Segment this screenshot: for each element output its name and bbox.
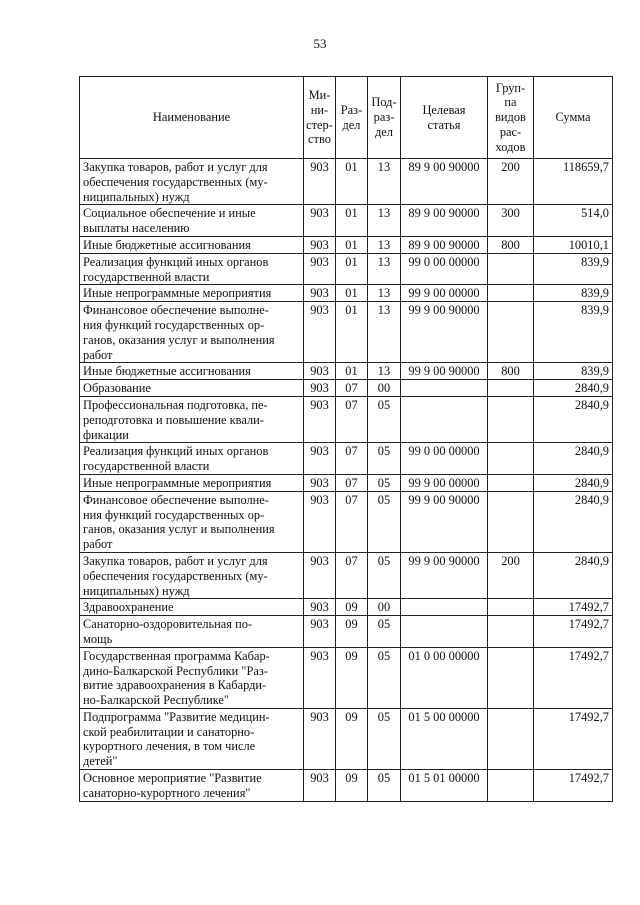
cell-group [488,708,534,769]
table-row [80,599,613,616]
cell-ministry: 903 [304,491,336,552]
cell-target: 89 9 00 90000 [401,236,488,253]
cell-ministry: 903 [304,363,336,380]
cell-name: Закупка товаров, работ и услуг для обеспечения государственных (му- ниципальных) нужд [80,159,304,205]
cell-subsection: 05 [368,616,401,648]
cell-section: 01 [336,159,368,205]
table-row [80,236,613,253]
cell-ministry: 903 [304,708,336,769]
table-row [80,253,613,285]
cell-target [401,396,488,442]
cell-subsection: 13 [368,205,401,237]
cell-target [401,599,488,616]
cell-ministry: 903 [304,236,336,253]
cell-subsection: 00 [368,380,401,397]
cell-name: Основное мероприятие "Развитие санаторно-курортного лечения" [80,770,304,802]
cell-sum: 17492,7 [534,647,613,708]
cell-target: 01 0 00 00000 [401,647,488,708]
header-name: Наименование [80,77,304,159]
header-section: Раз- дел [336,77,368,159]
cell-name: Санаторно-оздоровительная по- мощь [80,616,304,648]
cell-ministry: 903 [304,770,336,802]
cell-name: Иные непрограммные мероприятия [80,474,304,491]
cell-target: 99 9 00 90000 [401,552,488,598]
cell-sum: 839,9 [534,363,613,380]
cell-group [488,599,534,616]
cell-subsection: 13 [368,363,401,380]
cell-sum: 514,0 [534,205,613,237]
cell-subsection: 13 [368,159,401,205]
cell-target: 99 9 00 00000 [401,474,488,491]
table-row [80,159,613,205]
cell-name: Иные непрограммные мероприятия [80,285,304,302]
table-row [80,552,613,598]
page-number: 53 [313,36,327,51]
cell-ministry: 903 [304,599,336,616]
cell-name: Образование [80,380,304,397]
cell-name: Иные бюджетные ассигнования [80,236,304,253]
cell-group: 800 [488,236,534,253]
table-row [80,491,613,552]
cell-target: 89 9 00 90000 [401,205,488,237]
cell-target: 99 9 00 90000 [401,302,488,363]
cell-sum: 2840,9 [534,552,613,598]
cell-section: 07 [336,491,368,552]
header-ministry: Ми- ни- стер- ство [304,77,336,159]
cell-sum: 17492,7 [534,770,613,802]
cell-group [488,285,534,302]
cell-subsection: 05 [368,443,401,475]
cell-section: 01 [336,363,368,380]
cell-group: 200 [488,159,534,205]
cell-group [488,491,534,552]
cell-ministry: 903 [304,647,336,708]
cell-subsection: 05 [368,474,401,491]
cell-subsection: 05 [368,396,401,442]
cell-group [488,474,534,491]
cell-section: 07 [336,474,368,491]
cell-name: Финансовое обеспечение выполне- ния функций государственных ор- ганов, оказания услуг и выполнения работ [80,302,304,363]
header-row [80,77,613,159]
cell-subsection: 05 [368,708,401,769]
cell-section: 01 [336,205,368,237]
cell-group [488,302,534,363]
cell-sum: 118659,7 [534,159,613,205]
table-row [80,285,613,302]
cell-subsection: 05 [368,647,401,708]
cell-section: 09 [336,647,368,708]
header-group: Груп- па видов рас- ходов [488,77,534,159]
cell-group [488,647,534,708]
cell-subsection: 05 [368,491,401,552]
table-row [80,647,613,708]
cell-section: 07 [336,552,368,598]
table-row [80,616,613,648]
cell-ministry: 903 [304,205,336,237]
budget-table [79,76,613,802]
cell-name: Здравоохранение [80,599,304,616]
cell-subsection: 13 [368,285,401,302]
cell-ministry: 903 [304,380,336,397]
cell-group [488,770,534,802]
cell-target: 99 0 00 00000 [401,443,488,475]
cell-sum: 10010,1 [534,236,613,253]
cell-ministry: 903 [304,474,336,491]
cell-name: Реализация функций иных органов государственной власти [80,443,304,475]
cell-sum: 2840,9 [534,474,613,491]
cell-ministry: 903 [304,443,336,475]
table-row [80,363,613,380]
cell-group [488,380,534,397]
cell-section: 07 [336,380,368,397]
cell-sum: 2840,9 [534,380,613,397]
cell-ministry: 903 [304,285,336,302]
cell-subsection: 13 [368,302,401,363]
cell-subsection: 13 [368,253,401,285]
cell-section: 09 [336,708,368,769]
cell-subsection: 13 [368,236,401,253]
cell-sum: 839,9 [534,253,613,285]
header-subsection: Под- раз- дел [368,77,401,159]
cell-sum: 17492,7 [534,616,613,648]
cell-target: 01 5 00 00000 [401,708,488,769]
cell-name: Социальное обеспечение и иные выплаты населению [80,205,304,237]
cell-name: Реализация функций иных органов государственной власти [80,253,304,285]
cell-ministry: 903 [304,302,336,363]
cell-subsection: 00 [368,599,401,616]
header-sum: Сумма [534,77,613,159]
table-body [80,159,613,802]
cell-group [488,253,534,285]
cell-section: 09 [336,616,368,648]
cell-section: 01 [336,236,368,253]
cell-sum: 839,9 [534,285,613,302]
cell-sum: 17492,7 [534,599,613,616]
cell-sum: 2840,9 [534,491,613,552]
cell-sum: 2840,9 [534,396,613,442]
cell-target: 99 9 00 90000 [401,491,488,552]
cell-group [488,396,534,442]
cell-subsection: 05 [368,770,401,802]
cell-name: Иные бюджетные ассигнования [80,363,304,380]
cell-group: 300 [488,205,534,237]
cell-sum: 2840,9 [534,443,613,475]
cell-section: 07 [336,396,368,442]
cell-target [401,380,488,397]
cell-target: 99 9 00 00000 [401,285,488,302]
cell-group: 200 [488,552,534,598]
cell-name: Подпрограмма "Развитие медицин- ской реабилитации и санаторно- курортного лечения, в том числе детей" [80,708,304,769]
cell-section: 01 [336,302,368,363]
header-target: Целевая статья [401,77,488,159]
table-row [80,302,613,363]
cell-section: 09 [336,599,368,616]
cell-name: Государственная программа Кабар- дино-Балкарской Республики "Раз- витие здравоохранения в Кабарди- но-Балкарской Республике" [80,647,304,708]
cell-ministry: 903 [304,552,336,598]
cell-target: 01 5 01 00000 [401,770,488,802]
table-row [80,770,613,802]
table-row [80,443,613,475]
cell-group [488,616,534,648]
cell-section: 07 [336,443,368,475]
cell-target: 99 9 00 90000 [401,363,488,380]
cell-name: Финансовое обеспечение выполне- ния функций государственных ор- ганов, оказания услуг и выполнения работ [80,491,304,552]
cell-target: 99 0 00 00000 [401,253,488,285]
cell-ministry: 903 [304,616,336,648]
cell-sum: 839,9 [534,302,613,363]
cell-group: 800 [488,363,534,380]
table-row [80,396,613,442]
cell-target [401,616,488,648]
table-row [80,708,613,769]
cell-target: 89 9 00 90000 [401,159,488,205]
cell-name: Профессиональная подготовка, пе- реподготовка и повышение квали- фикации [80,396,304,442]
table-row [80,380,613,397]
table-row [80,205,613,237]
cell-ministry: 903 [304,159,336,205]
cell-section: 01 [336,285,368,302]
cell-section: 01 [336,253,368,285]
cell-section: 09 [336,770,368,802]
table-row [80,474,613,491]
cell-name: Закупка товаров, работ и услуг для обеспечения государственных (му- ниципальных) нужд [80,552,304,598]
cell-subsection: 05 [368,552,401,598]
cell-sum: 17492,7 [534,708,613,769]
cell-group [488,443,534,475]
cell-ministry: 903 [304,253,336,285]
cell-ministry: 903 [304,396,336,442]
